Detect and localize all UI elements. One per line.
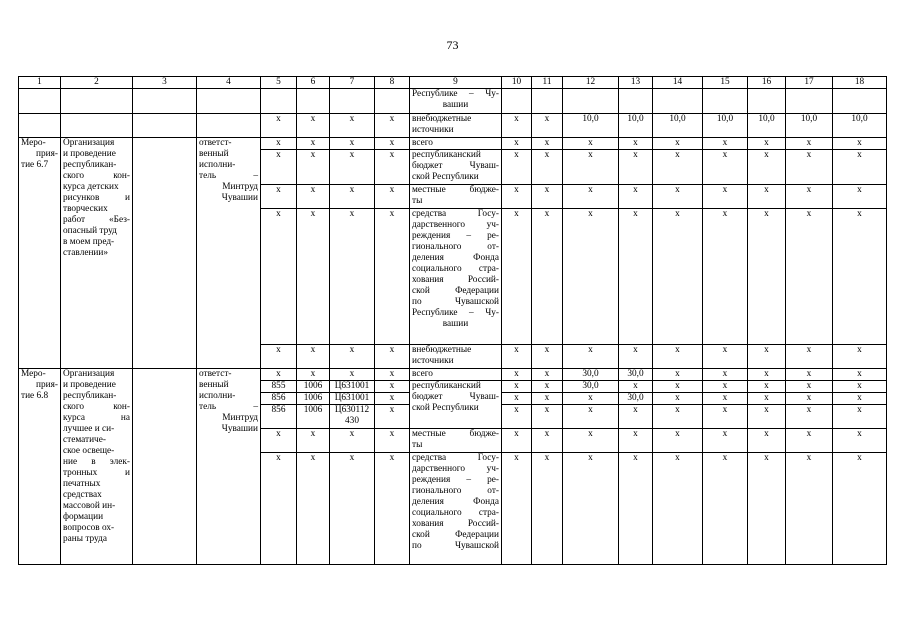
- table-cell: [61, 114, 133, 138]
- table-cell: [19, 89, 61, 114]
- table-cell: x: [375, 393, 410, 405]
- table-cell: x: [786, 405, 833, 429]
- table-cell: x: [330, 209, 375, 345]
- table-cell: x: [375, 114, 410, 138]
- table-cell: x: [261, 114, 297, 138]
- table-cell: x: [653, 150, 703, 185]
- table-cell: x: [748, 405, 786, 429]
- responsible-executor: ответст- венный исполни- тель – Минтруд Чувашии: [197, 138, 261, 369]
- table-cell: [19, 114, 61, 138]
- table-cell: x: [261, 369, 297, 381]
- table-cell: x: [502, 393, 532, 405]
- funding-source: средства Госу- дарственного уч- реждения – ре- гионального от- деления Фонда социального стра- хования Россий- ской Федерации по Чувашской Республике – Чу- вашии: [410, 209, 502, 345]
- table-cell: x: [833, 345, 887, 369]
- table-cell: x: [653, 138, 703, 150]
- table-cell: 1006: [297, 405, 330, 429]
- funding-source: всего: [410, 138, 502, 150]
- table-cell: x: [703, 393, 748, 405]
- table-cell: x: [619, 453, 653, 565]
- table-cell: x: [653, 405, 703, 429]
- table-cell: x: [748, 453, 786, 565]
- table-cell: x: [330, 114, 375, 138]
- table-cell: x: [502, 381, 532, 393]
- table-cell: [197, 89, 261, 114]
- table-cell: x: [563, 453, 619, 565]
- table-cell: x: [375, 150, 410, 185]
- table-cell: [786, 89, 833, 114]
- table-cell: x: [502, 345, 532, 369]
- table-cell: 30,0: [563, 381, 619, 393]
- col-header: 18: [833, 77, 887, 89]
- table-cell: x: [261, 429, 297, 453]
- page-number: 73: [446, 38, 459, 52]
- table-cell: x: [297, 209, 330, 345]
- responsible-executor: ответст- венный исполни- тель – Минтруд Чувашии: [197, 369, 261, 565]
- table-cell: x: [786, 345, 833, 369]
- funding-source: средства Госу- дарственного уч- реждения – ре- гионального от- деления Фонда социального стра- хования Россий- ской Федерации по Чувашской: [410, 453, 502, 565]
- table-cell: x: [261, 138, 297, 150]
- col-header: 15: [703, 77, 748, 89]
- table-cell: x: [748, 138, 786, 150]
- table-cell: x: [786, 369, 833, 381]
- table-cell: x: [833, 381, 887, 393]
- measure-id: Меро- прия- тие 6.8: [19, 369, 61, 565]
- table-row: [19, 89, 887, 114]
- table-cell: x: [563, 209, 619, 345]
- table-cell: x: [748, 393, 786, 405]
- funding-source: республиканский бюджет Чуваш- ской Республики: [410, 150, 502, 185]
- col-header: 3: [133, 77, 197, 89]
- table-cell: [61, 89, 133, 114]
- table-cell: x: [297, 138, 330, 150]
- table-cell: x: [502, 209, 532, 345]
- table-cell: x: [330, 453, 375, 565]
- table-cell: x: [653, 453, 703, 565]
- table-cell: x: [375, 429, 410, 453]
- funding-source: внебюджетные источники: [410, 114, 502, 138]
- funding-source: местные бюдже- ты: [410, 185, 502, 209]
- table-cell: Ц631001: [330, 393, 375, 405]
- table-cell: x: [833, 150, 887, 185]
- table-cell: x: [619, 150, 653, 185]
- table-cell: x: [532, 138, 563, 150]
- col-header: 9: [410, 77, 502, 89]
- table-cell: x: [786, 393, 833, 405]
- table-cell: x: [532, 429, 563, 453]
- table-cell: [703, 89, 748, 114]
- column-number-row: [19, 77, 887, 89]
- table-cell: x: [261, 185, 297, 209]
- table-cell: [133, 89, 197, 114]
- col-header: 10: [502, 77, 532, 89]
- table-cell: x: [532, 453, 563, 565]
- measure-name: Организация и проведение республикан- ского кон- курса на лучшее и си- стематиче- ское освеще- ние в элек- тронных и печатных средствах массовой ин- формации вопросов ох- раны труда: [61, 369, 133, 565]
- table-cell: x: [375, 209, 410, 345]
- table-cell: x: [703, 369, 748, 381]
- table-cell: x: [653, 369, 703, 381]
- table-cell: x: [532, 405, 563, 429]
- table-cell: [502, 89, 532, 114]
- table-cell: [197, 114, 261, 138]
- table-cell: x: [330, 150, 375, 185]
- table-cell: x: [330, 185, 375, 209]
- table-cell: x: [261, 453, 297, 565]
- table-cell: x: [297, 453, 330, 565]
- table-cell: x: [330, 138, 375, 150]
- table-cell: x: [297, 429, 330, 453]
- table-cell: x: [748, 381, 786, 393]
- col-header: 2: [61, 77, 133, 89]
- col-header: 13: [619, 77, 653, 89]
- table-cell: [261, 89, 297, 114]
- table-cell: x: [703, 453, 748, 565]
- table-cell: x: [833, 138, 887, 150]
- table-cell: x: [502, 138, 532, 150]
- table-cell: Ц631001: [330, 381, 375, 393]
- table-cell: x: [748, 369, 786, 381]
- col-header: 16: [748, 77, 786, 89]
- table-cell: x: [297, 369, 330, 381]
- table-cell: x: [375, 453, 410, 565]
- table-cell: x: [375, 381, 410, 393]
- table-cell: x: [748, 209, 786, 345]
- funding-source: Республике – Чу- вашии: [410, 89, 502, 114]
- measure-name: Организация и проведение республикан- ского кон- курса детских рисунков и творческих работ «Без- опасный труд в моем пред- ставлении»: [61, 138, 133, 369]
- table-cell: x: [261, 209, 297, 345]
- table-cell: [619, 89, 653, 114]
- table-cell: x: [502, 405, 532, 429]
- table-cell: [330, 89, 375, 114]
- table-cell: x: [502, 114, 532, 138]
- table-cell: x: [703, 429, 748, 453]
- table-cell: [297, 89, 330, 114]
- table-row: [19, 114, 887, 138]
- table-cell: x: [502, 369, 532, 381]
- table-cell: x: [703, 209, 748, 345]
- table-cell: 10,0: [703, 114, 748, 138]
- table-cell: 30,0: [563, 369, 619, 381]
- table-cell: x: [833, 393, 887, 405]
- table-cell: x: [563, 185, 619, 209]
- table-cell: x: [502, 150, 532, 185]
- table-cell: 1006: [297, 381, 330, 393]
- funding-source: всего: [410, 369, 502, 381]
- table-cell: [563, 89, 619, 114]
- table-cell: x: [833, 405, 887, 429]
- table-cell: x: [375, 185, 410, 209]
- table-cell: x: [532, 393, 563, 405]
- table-cell: x: [703, 150, 748, 185]
- table-cell: x: [653, 209, 703, 345]
- table-cell: x: [563, 345, 619, 369]
- funding-source: внебюджетные источники: [410, 345, 502, 369]
- table-cell: x: [833, 453, 887, 565]
- table-cell: x: [748, 345, 786, 369]
- table-cell: x: [297, 345, 330, 369]
- table-cell: x: [703, 138, 748, 150]
- table-cell: x: [653, 185, 703, 209]
- table-cell: [532, 89, 563, 114]
- table-cell: x: [619, 345, 653, 369]
- budget-table: [18, 76, 887, 565]
- table-cell: x: [532, 345, 563, 369]
- table-cell: x: [833, 429, 887, 453]
- table-cell: x: [261, 150, 297, 185]
- table-cell: [375, 89, 410, 114]
- table-cell: x: [619, 405, 653, 429]
- table-cell: x: [563, 150, 619, 185]
- table-row: [19, 369, 887, 381]
- col-header: 14: [653, 77, 703, 89]
- table-cell: x: [375, 405, 410, 429]
- table-cell: [133, 138, 197, 369]
- table-cell: x: [748, 150, 786, 185]
- measure-id: Меро- прия- тие 6.7: [19, 138, 61, 369]
- table-cell: x: [502, 185, 532, 209]
- table-cell: x: [330, 369, 375, 381]
- col-header: 6: [297, 77, 330, 89]
- table-cell: x: [653, 345, 703, 369]
- table-cell: x: [330, 345, 375, 369]
- table-cell: x: [563, 138, 619, 150]
- table-cell: 10,0: [653, 114, 703, 138]
- table-cell: x: [375, 138, 410, 150]
- col-header: 17: [786, 77, 833, 89]
- table-cell: x: [297, 114, 330, 138]
- table-cell: x: [619, 381, 653, 393]
- table-cell: x: [703, 405, 748, 429]
- table-cell: [653, 89, 703, 114]
- table-cell: 10,0: [833, 114, 887, 138]
- table-cell: x: [748, 429, 786, 453]
- table-cell: x: [786, 150, 833, 185]
- col-header: 12: [563, 77, 619, 89]
- col-header: 8: [375, 77, 410, 89]
- table-cell: x: [330, 429, 375, 453]
- funding-source: местные бюдже- ты: [410, 429, 502, 453]
- table-cell: x: [619, 185, 653, 209]
- table-cell: 10,0: [563, 114, 619, 138]
- table-cell: 10,0: [786, 114, 833, 138]
- funding-source: республиканский бюджет Чуваш- ской Республики: [410, 381, 502, 429]
- table-cell: x: [619, 429, 653, 453]
- table-cell: x: [297, 150, 330, 185]
- col-header: 5: [261, 77, 297, 89]
- table-cell: [133, 114, 197, 138]
- table-cell: x: [653, 393, 703, 405]
- table-cell: x: [261, 345, 297, 369]
- table-cell: x: [833, 185, 887, 209]
- table-cell: 30,0: [619, 393, 653, 405]
- budget-code: Ц630112 430: [330, 405, 375, 429]
- table-cell: x: [786, 453, 833, 565]
- table-cell: [133, 369, 197, 565]
- table-cell: x: [833, 369, 887, 381]
- table-cell: x: [786, 209, 833, 345]
- table-cell: x: [703, 185, 748, 209]
- table-cell: x: [502, 429, 532, 453]
- table-cell: x: [786, 381, 833, 393]
- col-header: 7: [330, 77, 375, 89]
- table-cell: x: [786, 429, 833, 453]
- table-cell: 1006: [297, 393, 330, 405]
- table-cell: x: [703, 381, 748, 393]
- table-cell: 856: [261, 393, 297, 405]
- table-cell: x: [532, 381, 563, 393]
- table-cell: x: [703, 345, 748, 369]
- col-header: 11: [532, 77, 563, 89]
- table-cell: 855: [261, 381, 297, 393]
- table-cell: x: [502, 453, 532, 565]
- table-cell: x: [563, 429, 619, 453]
- table-cell: x: [619, 138, 653, 150]
- table-cell: 30,0: [619, 369, 653, 381]
- table-cell: 10,0: [748, 114, 786, 138]
- table-cell: 856: [261, 405, 297, 429]
- table-cell: x: [563, 393, 619, 405]
- table-cell: 10,0: [619, 114, 653, 138]
- table-cell: [748, 89, 786, 114]
- table-cell: [833, 89, 887, 114]
- table-cell: x: [653, 381, 703, 393]
- table-cell: x: [375, 369, 410, 381]
- table-cell: x: [748, 185, 786, 209]
- table-cell: x: [786, 138, 833, 150]
- table-cell: x: [786, 185, 833, 209]
- table-cell: x: [653, 429, 703, 453]
- table-cell: x: [619, 209, 653, 345]
- table-cell: x: [833, 209, 887, 345]
- table-cell: x: [532, 369, 563, 381]
- table-cell: x: [375, 345, 410, 369]
- col-header: 1: [19, 77, 61, 89]
- table-cell: x: [532, 209, 563, 345]
- table-cell: x: [532, 150, 563, 185]
- table-cell: x: [297, 185, 330, 209]
- table-cell: x: [532, 185, 563, 209]
- col-header: 4: [197, 77, 261, 89]
- table-cell: x: [563, 405, 619, 429]
- table-row: [19, 138, 887, 150]
- table-cell: x: [532, 114, 563, 138]
